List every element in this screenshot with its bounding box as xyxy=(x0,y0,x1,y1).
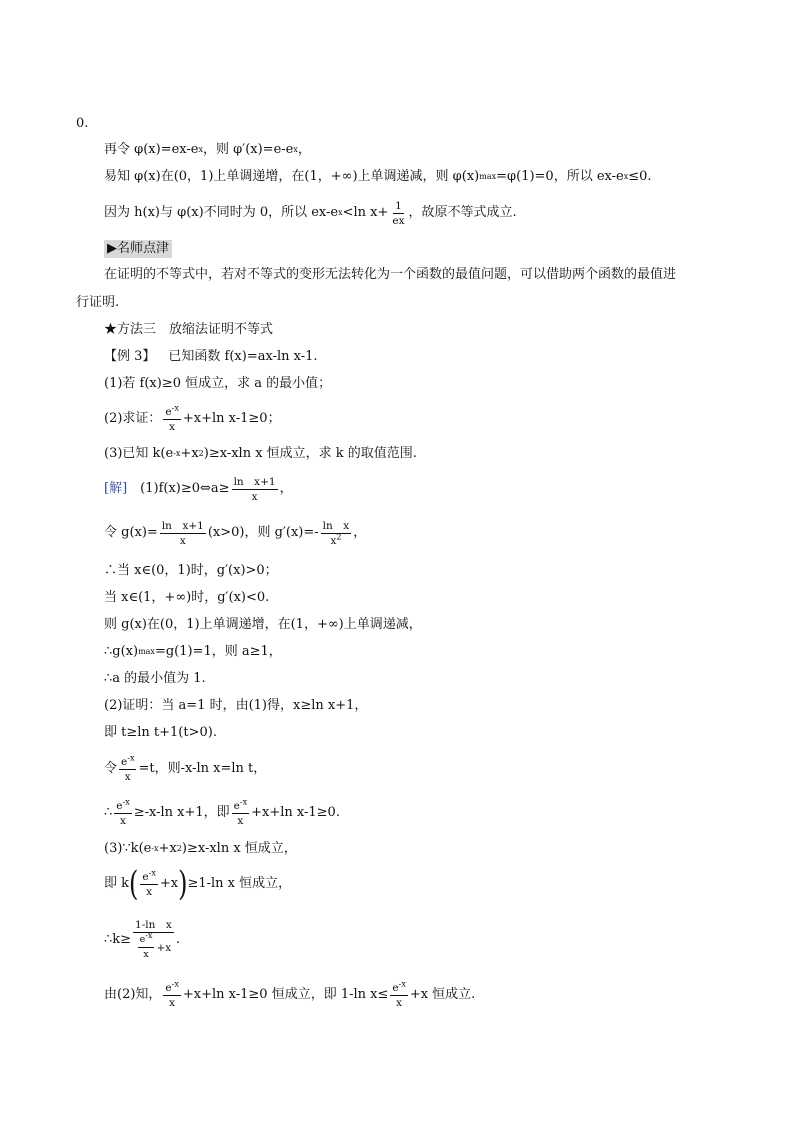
fraction: $\frac{\text{ln x+1}}{x}$ xyxy=(233,475,276,503)
text-line: 即 k ( $\frac{e^{-x}}{x}$ +x ) ≥1-ln x 恒成立， xyxy=(104,864,292,904)
text-line: 易知 φ(x)在(0，1)上单调递增，在(1，+∞)上单调递减，则 φ(x) max =φ(1)=0，所以 ex-e x ≤0. xyxy=(104,169,652,184)
text-line: 由(2)知， $\frac{e^{-x}}{x}$ +x+ln x-1≥0 恒成立，即 1-ln x≤ $\frac{e^{-x}}{x}$ +x 恒成立. xyxy=(104,979,476,1009)
text-line: 当 x∈(1，+∞)时，g′(x)<0. xyxy=(104,590,270,605)
fraction: $\frac{e^{-x}}{x}$ xyxy=(165,979,179,1009)
text-line: (1)若 f(x)≥0 恒成立，求 a 的最小值； xyxy=(104,376,332,391)
text-line: ∴ $\frac{e^{-x}}{x}$ ≥-x-ln x+1，即 $\frac{e^{-x}}{x}$ +x+ln x-1≥0. xyxy=(104,797,340,827)
text-line: 0. xyxy=(76,116,89,131)
text-line: 即 t≥ln t+1(t>0). xyxy=(104,725,217,740)
text-line: (2)求证： $\frac{e^{-x}}{x}$ +x+ln x-1≥0； xyxy=(104,403,281,433)
fraction: $\frac{e^{-x}}{x}$ xyxy=(165,403,179,433)
text-line: 在证明的不等式中，若对不等式的变形无法转化为一个函数的最值问题，可以借助两个函数的最值进 xyxy=(104,267,677,282)
inner-fraction: $\frac{e^{-x}}{x}$ xyxy=(139,930,153,960)
text-line: 令 $\frac{e^{-x}}{x}$ =t，则-x-ln x=ln t， xyxy=(104,753,267,783)
text-line: ∴g(x) max =g(1)=1，则 a≥1， xyxy=(104,644,282,659)
text-line: 行证明. xyxy=(76,295,120,310)
section-tag: ▶名师点津 xyxy=(104,240,172,258)
fraction: $\frac{1}{ex}$ xyxy=(392,199,405,227)
text-line: 因为 h(x)与 φ(x)不同时为 0，所以 ex-e x <ln x+ $\frac{1}{ex}$ ，故原不等式成立. xyxy=(104,199,517,227)
text-line: (3)∵k(e -x +x 2 )≥x-xln x 恒成立， xyxy=(104,841,297,856)
text-line: 再令 φ(x)=ex-e x ，则 φ′(x)=e-e x ， xyxy=(104,142,311,157)
text-line: 则 g(x)在(0，1)上单调递增，在(1，+∞)上单调递减， xyxy=(104,617,422,632)
text-line: ∴k≥ 1-ln x $\frac{e^{-x}}{x}$ +x . xyxy=(104,919,180,960)
fraction: $\frac{e^{-x}}{x}$ xyxy=(121,753,135,783)
text-line: ∴a 的最小值为 1. xyxy=(104,671,206,686)
text-line: (3)已知 k(e -x +x 2 )≥x-xln x 恒成立，求 k 的取值范围. xyxy=(104,446,417,461)
fraction: $\frac{e^{-x}}{x}$ xyxy=(142,868,156,898)
fraction: $\frac{e^{-x}}{x}$ xyxy=(392,979,406,1009)
text-line: ∴当 x∈(0，1)时，g′(x)>0； xyxy=(104,563,278,578)
fraction: $\frac{\text{ln x+1}}{x}$ xyxy=(161,519,204,547)
fraction: $\frac{e^{-x}}{x}$ xyxy=(116,797,130,827)
section-heading: ★方法三 放缩法证明不等式 xyxy=(104,322,274,337)
compound-fraction: 1-ln x $\frac{e^{-x}}{x}$ +x xyxy=(135,919,172,960)
example-heading: 【例 3】 已知函数 f(x)=ax-ln x-1. xyxy=(104,349,318,364)
fraction: $\frac{\text{ln x}}{x^2}$ xyxy=(322,519,350,547)
text-line: 令 g(x)= $\frac{\text{ln x+1}}{x}$ (x>0)，则 g′(x)=- $\frac{\text{ln x}}{x^2}$ ， xyxy=(104,519,367,547)
fraction: $\frac{e^{-x}}{x}$ xyxy=(233,797,248,827)
text-line: [解] (1)f(x)≥0⇔a≥ $\frac{\text{ln x+1}}{x}$ ， xyxy=(104,475,293,503)
text-line: (2)证明：当 a=1 时，由(1)得，x≥ln x+1， xyxy=(104,698,368,713)
